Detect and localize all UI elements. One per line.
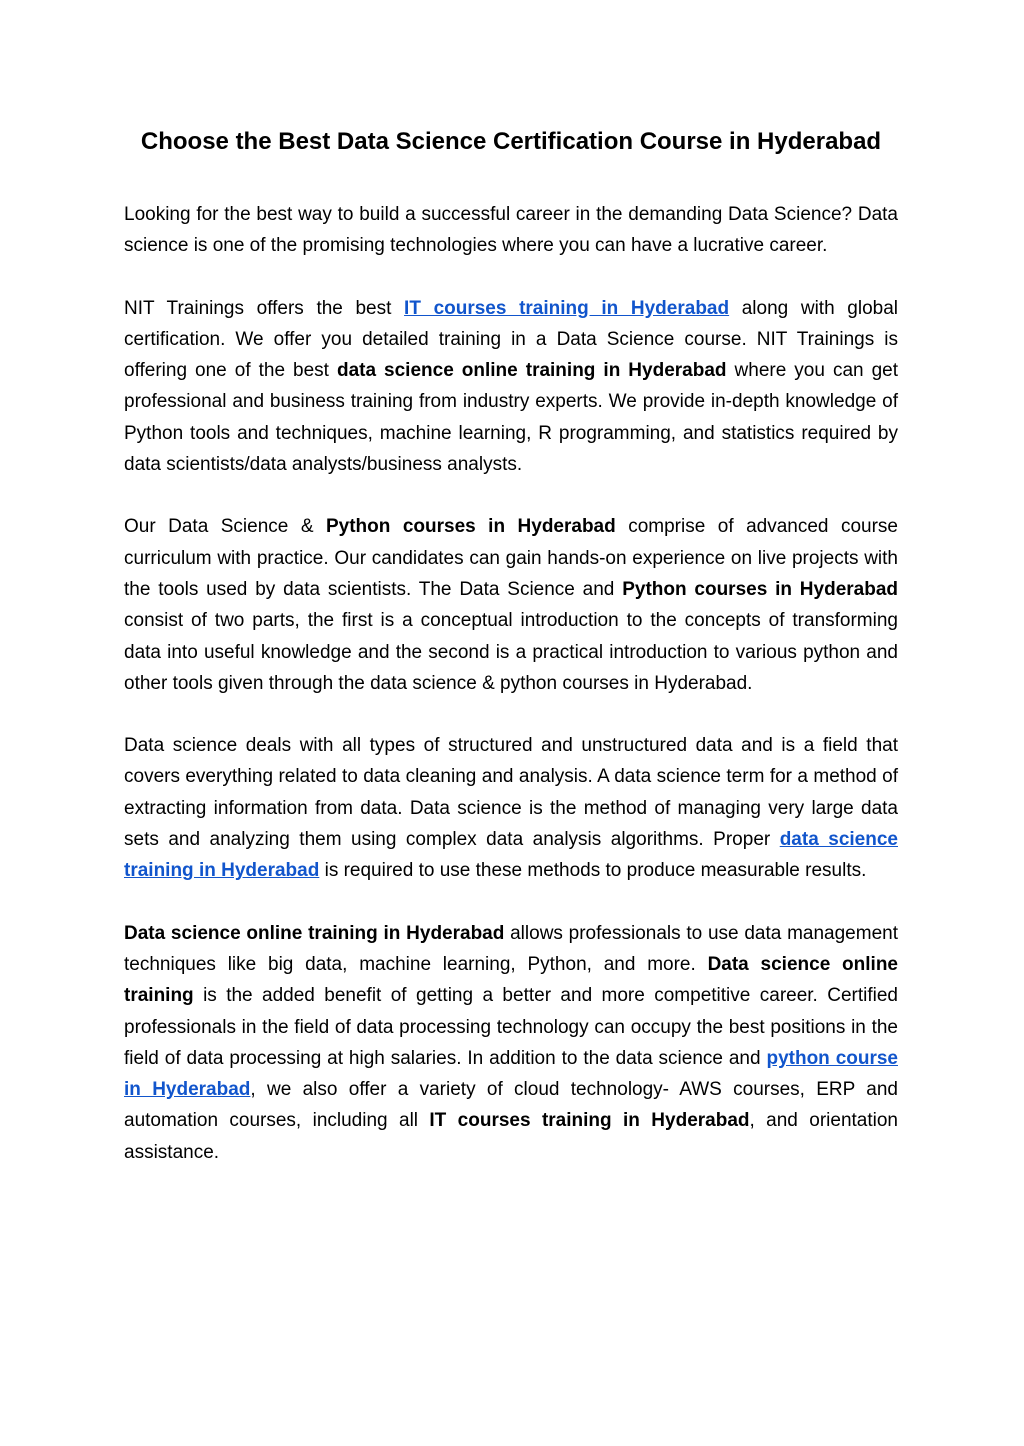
bold-text: Data science online training (124, 953, 898, 1007)
paragraph-text: , we also offer a variety of cloud technology- AWS courses, ERP and automation courses, including all (124, 1079, 898, 1132)
bold-text: IT courses training in Hyderabad (429, 1110, 750, 1132)
paragraph-python-courses (124, 511, 898, 699)
paragraph-text: Our Data Science & (124, 516, 326, 538)
bold-text: Python courses in Hyderabad (325, 516, 616, 538)
paragraph-text: comprise of advanced course curriculum with practice. Our candidates can gain hands-on experience on live projects with the tools used by data scientists. The Data Science and (124, 516, 898, 600)
page-title: Choose the Best Data Science Certification Course in Hyderabad (140, 128, 882, 155)
paragraph-text: Looking for the best way to build a successful career in the demanding Data Science? Data science is one of the promising technologies where you can have a lucrative career. (124, 204, 898, 257)
paragraph-text: along with global certification. We offer you detailed training in a Data Science course. NIT Trainings is offering one of the best (124, 297, 899, 382)
paragraph-nit-trainings (124, 293, 898, 481)
paragraph-text: , and orientation assistance. (124, 1110, 898, 1163)
bold-text: data science online training in Hyderabad (336, 360, 727, 382)
paragraph-text: NIT Trainings offers the best (124, 297, 405, 319)
paragraph-intro (124, 199, 898, 262)
paragraph-data-science-definition (124, 730, 898, 886)
paragraph-text: Data science deals with all types of structured and unstructured data and is a field that covers everything related to data cleaning and analysis. A data science term for a method of extracting information from data. Data science is the method of managing very large data sets and analyzing them using complex data analysis algorithms. Proper (124, 735, 898, 851)
paragraph-text: allows professionals to use data management techniques like big data, machine learning, Python, and more. (124, 922, 898, 975)
paragraph-text: consist of two parts, the first is a conceptual introduction to the concepts of transforming data into useful knowledge and the second is a practical introduction to various python and other tools given through the data science & python courses in Hyderabad. (124, 610, 898, 694)
bold-text: Data science online training in Hyderabad (124, 922, 505, 944)
paragraph-text: where you can get professional and business training from industry experts. We provide in-depth knowledge of Python tools and techniques, machine learning, R programming, and statistics required by data scientists/data analysts/business analysts. (124, 360, 898, 476)
link-data-science-training[interactable]: data science training in Hyderabad (124, 829, 898, 882)
paragraph-online-training (124, 918, 898, 1168)
link-python-course[interactable]: python course in Hyderabad (124, 1047, 898, 1101)
paragraph-text: is the added benefit of getting a better and more competitive career. Certified professionals in the field of data processing technology can occupy the best positions in the field of data processing at high salaries. In addition to the data science and (124, 985, 898, 1069)
paragraph-text: is required to use these methods to produce measurable results. (319, 860, 867, 882)
bold-text: Python courses in Hyderabad (622, 578, 898, 600)
link-it-courses-training[interactable]: IT courses training in Hyderabad (404, 297, 730, 319)
document-body (124, 199, 898, 1199)
